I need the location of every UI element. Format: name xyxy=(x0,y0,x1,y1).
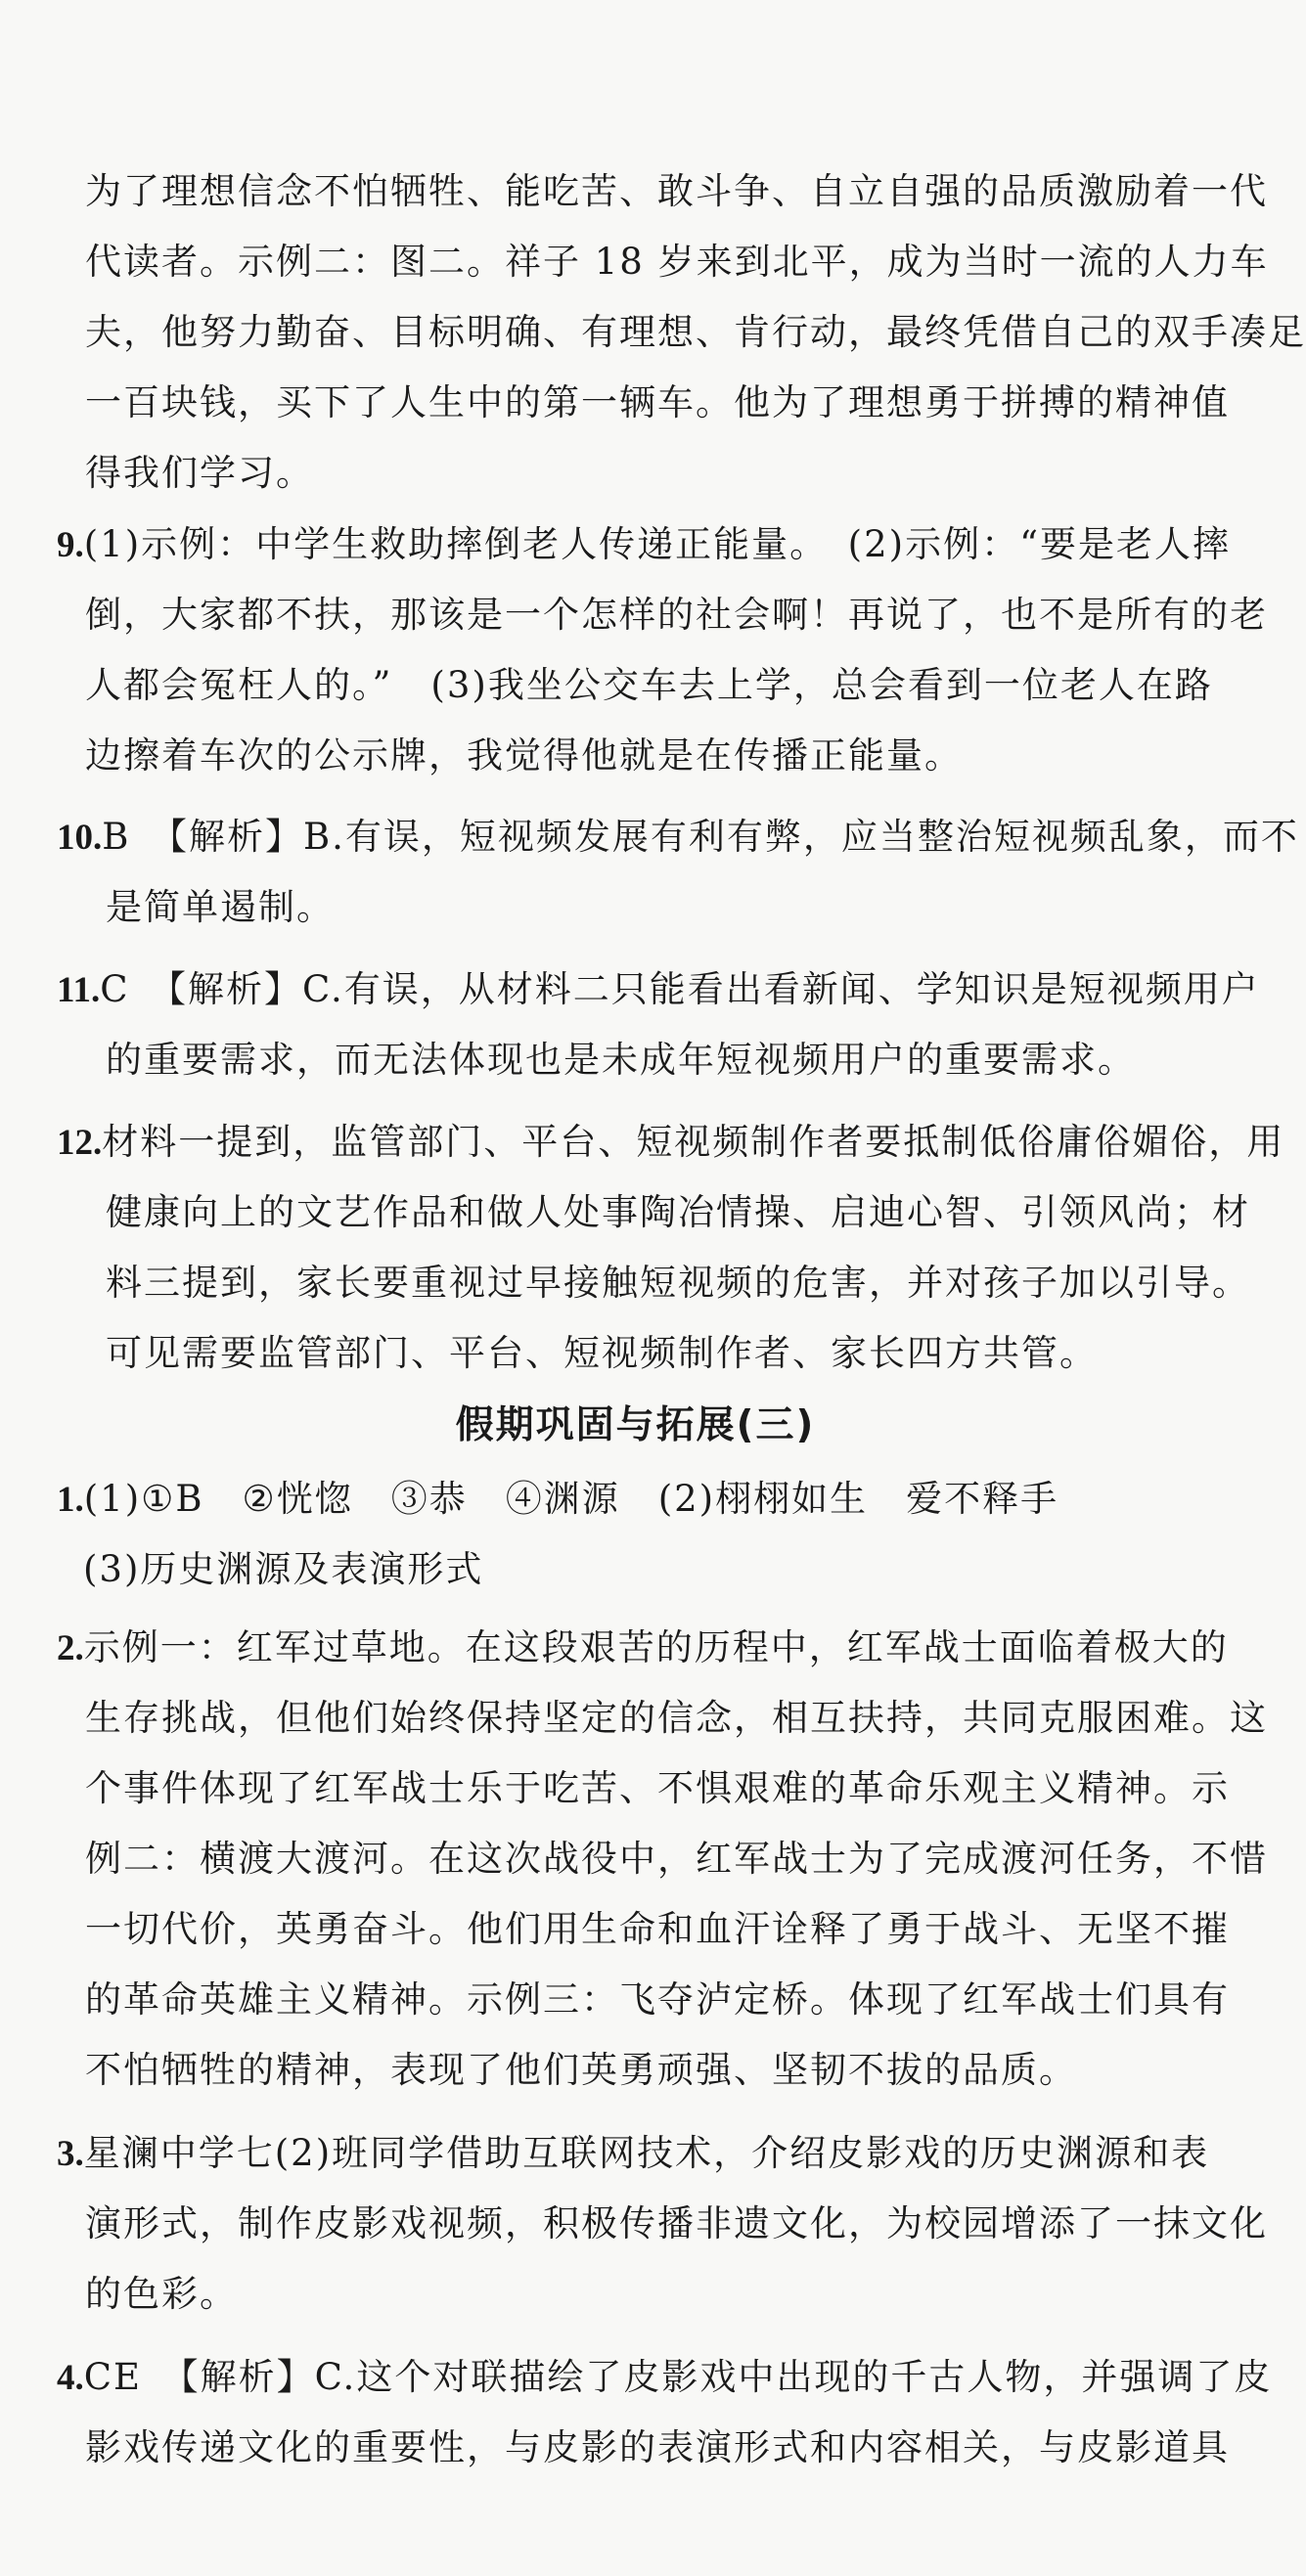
question-number: 12. xyxy=(57,1123,103,1163)
section-title: 假期巩固与拓展(三) xyxy=(455,1403,816,1447)
text-line: 的重要需求，而无法体现也是未成年短视频用户的重要需求。 xyxy=(106,1039,1136,1081)
answer-text: CE 【解析】C.这个对联描绘了皮影戏中出现的千古人物，并强调了皮 xyxy=(83,2356,1273,2398)
text-line: 影戏传递文化的重要性，与皮影的表演形式和内容相关，与皮影道具 xyxy=(85,2426,1230,2468)
text-line: 可见需要监管部门、平台、短视频制作者、家长四方共管。 xyxy=(106,1332,1098,1374)
text-line: 不怕牺牲的精神，表现了他们英勇顽强、坚韧不拔的品质。 xyxy=(85,2049,1077,2091)
question-number: 3. xyxy=(57,2134,84,2174)
text-line: 料三提到，家长要重视过早接触短视频的危害，并对孩子加以引导。 xyxy=(106,1262,1250,1304)
text-line: 一切代价，英勇奋斗。他们用生命和血汗诠释了勇于战斗、无坚不摧 xyxy=(85,1908,1230,1950)
text-line: 演形式，制作皮影戏视频，积极传播非遗文化，为校园增添了一抹文化 xyxy=(85,2202,1268,2244)
question-number: 11. xyxy=(57,970,101,1010)
text-line: 一百块钱，买下了人生中的第一辆车。他为了理想勇于拼搏的精神值 xyxy=(85,381,1230,423)
text-line: 夫，他努力勤奋、目标明确、有理想、肯行动，最终凭借自己的双手凑足 xyxy=(85,311,1306,353)
question-1 xyxy=(57,1475,1124,1525)
answer-text: (1)示例：中学生救助摔倒老人传递正能量。 (2)示例：“要是老人摔 xyxy=(83,523,1231,565)
text-line: 人都会冤枉人的。” (3)我坐公交车去上学，总会看到一位老人在路 xyxy=(85,664,1213,706)
question-3 xyxy=(57,2129,1210,2179)
question-11 xyxy=(57,965,1260,1015)
text-line: 个事件体现了红军战士乐于吃苦、不惧艰难的革命乐观主义精神。示 xyxy=(85,1767,1230,1809)
text-line: 的色彩。 xyxy=(85,2273,238,2315)
question-9 xyxy=(57,520,1231,570)
text-line: (3)历史渊源及表演形式 xyxy=(83,1548,484,1590)
answer-text: (1)①B ②恍惚 ③恭 ④渊源 (2)栩栩如生 爱不释手 xyxy=(83,1478,1059,1520)
question-number: 4. xyxy=(57,2358,84,2398)
question-2 xyxy=(57,1623,1229,1673)
question-number: 2. xyxy=(57,1628,84,1668)
question-4 xyxy=(57,2353,1273,2403)
text-line: 是简单遏制。 xyxy=(106,886,335,928)
question-10 xyxy=(57,813,1299,863)
question-number: 9. xyxy=(57,525,84,565)
text-line: 代读者。示例二：图二。祥子 18 岁来到北平，成为当时一流的人力车 xyxy=(85,241,1269,283)
question-12 xyxy=(57,1118,1285,1168)
text-line: 得我们学习。 xyxy=(85,452,314,494)
text-line: 生存挑战，但他们始终保持坚定的信念，相互扶持，共同克服困难。这 xyxy=(85,1697,1268,1739)
answer-text: C 【解析】C.有误，从材料二只能看出看新闻、学知识是短视频用户 xyxy=(100,968,1260,1010)
answer-text: B 【解析】B.有误，短视频发展有利有弊，应当整治短视频乱象，而不 xyxy=(102,816,1299,858)
question-number: 1. xyxy=(57,1480,84,1520)
text-line: 例二：横渡大渡河。在这次战役中，红军战士为了完成渡河任务，不惜 xyxy=(85,1838,1268,1880)
text-line: 为了理想信念不怕牺牲、能吃苦、敢斗争、自立自强的品质激励着一代 xyxy=(85,170,1268,212)
answer-text: 示例一：红军过草地。在这段艰苦的历程中，红军战士面临着极大的 xyxy=(83,1626,1229,1668)
question-number: 10. xyxy=(57,818,103,858)
text-line: 倒，大家都不扶，那该是一个怎样的社会啊！再说了，也不是所有的老 xyxy=(85,594,1268,636)
answer-text: 材料一提到，监管部门、平台、短视频制作者要抵制低俗庸俗媚俗，用 xyxy=(102,1121,1285,1163)
text-line: 边擦着车次的公示牌，我觉得他就是在传播正能量。 xyxy=(85,734,963,777)
text-line: 的革命英雄主义精神。示例三：飞夺泸定桥。体现了红军战士们具有 xyxy=(85,1978,1230,2021)
text-line: 健康向上的文艺作品和做人处事陶冶情操、启迪心智、引领风尚；材 xyxy=(106,1191,1250,1233)
answer-text: 星澜中学七(2)班同学借助互联网技术，介绍皮影戏的历史渊源和表 xyxy=(83,2132,1210,2174)
